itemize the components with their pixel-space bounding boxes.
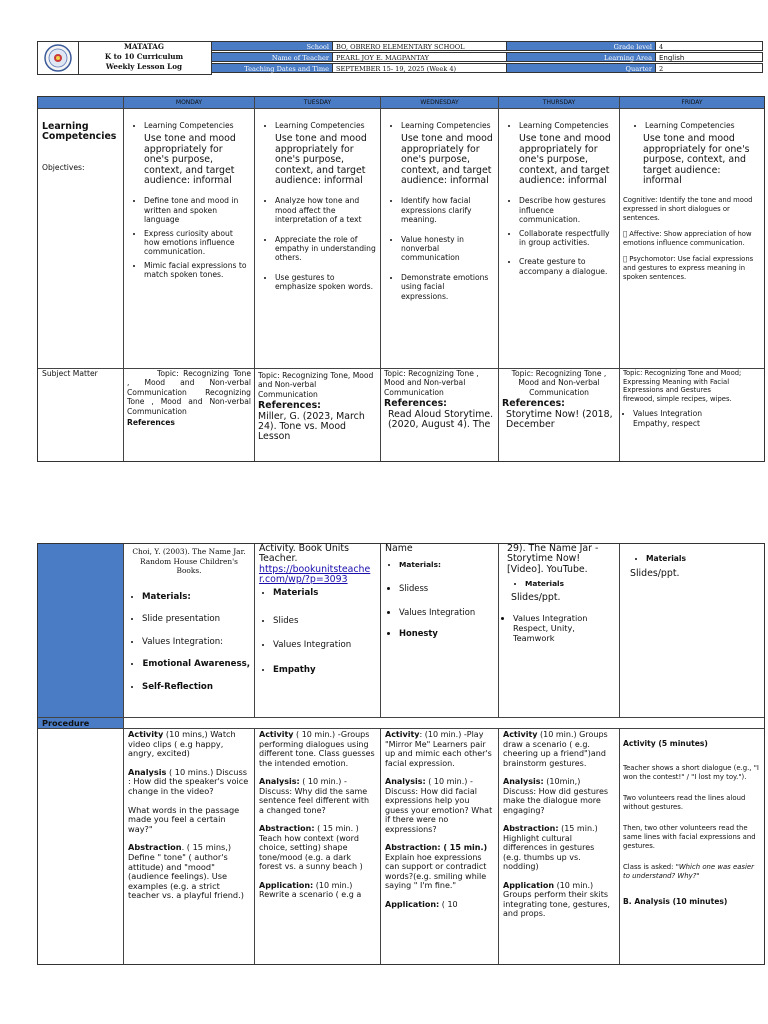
objective-item: • Define tone and mood in written and spoken language — [144, 196, 250, 224]
side-label-subject — [38, 369, 124, 461]
slides-text: Slides/ppt. — [630, 568, 680, 580]
step-text: (10 mins,) Watch video clips ( e.g happy, angry, excited) — [128, 729, 236, 759]
lesson-log-header — [37, 41, 763, 75]
friday-subject-cell — [620, 369, 764, 461]
step-heading: Activity — [385, 730, 420, 739]
subject-topic: Topic: Recognizing Tone , Mood and Non-verbal Communication — [384, 369, 479, 397]
day-header-wednesday: WEDNESDAY — [381, 97, 499, 109]
teacher-label: Name of Teacher — [212, 52, 333, 62]
objective-item: • Appreciate the role of empathy in understanding others. — [275, 235, 376, 263]
materials-label: • Materials: — [399, 560, 494, 570]
references-label: References: — [384, 398, 447, 410]
friday-procedure-cell — [620, 729, 764, 964]
procedure-paragraph: Two volunteers read the lines aloud without gestures. — [623, 794, 746, 811]
day-header-tuesday: TUESDAY — [255, 97, 381, 109]
subject-topic: Topic: Recognizing Tone , Mood and Non-verbal Communication Recognizing Tone , Mood and Non-verbal Communication — [127, 369, 251, 416]
step-heading: Abstraction: — [259, 824, 315, 833]
step-text: ( 10 — [439, 899, 458, 909]
material-item: • Values Integration — [273, 640, 376, 650]
objective-item: • Mimic facial expressions to match spoken tones. — [144, 261, 250, 280]
step-heading: Analysis: — [259, 777, 300, 786]
learning-area-label: Learning Area — [507, 52, 656, 62]
school-label: School — [212, 41, 333, 51]
materials-label: • Materials — [273, 588, 376, 598]
materials-label: • Materials — [646, 554, 760, 563]
side-label-blank — [38, 544, 124, 718]
step-text: (15 min.) Highlight cultural differences in gestures (e.g. thumbs up vs. nodding) — [503, 824, 598, 871]
reference-link[interactable]: https://bookunitsteacher.com/wp/?p=3093 — [259, 563, 371, 586]
reference-citation: Name — [385, 544, 413, 554]
step-text: ( 10 mins.) Discuss : How did the speaker's voice change in the video? — [128, 766, 249, 796]
thursday-subject-cell — [499, 369, 620, 461]
material-item: • Values Integration: — [142, 637, 250, 648]
title-line-2: K to 10 Curriculum — [104, 52, 184, 61]
slides-text: Slides/ppt. — [511, 591, 561, 603]
step-text: Explain hoe expressions can support or contradict words?(e.g. smiling while saying " I'm fine." — [385, 852, 487, 890]
step-heading: Analysis: — [503, 777, 544, 786]
step-heading: Abstraction: — [503, 824, 559, 833]
deped-seal-logo — [37, 41, 79, 75]
school-value: BO, OBRERO ELEMENTARY SCHOOL — [333, 41, 507, 51]
step-heading: Activity — [259, 730, 294, 739]
curriculum-title — [77, 41, 212, 75]
procedure-header-blank — [124, 718, 764, 729]
step-text: (10min,) Discuss: How did gestures make the dialogue more engaging? — [503, 777, 609, 815]
title-line-3: Weekly Lesson Log — [105, 62, 183, 71]
procedure-paragraph: Then, two other volunteers read the same lines with facial expressions and gestures. — [623, 824, 756, 850]
activity-heading: Activity (5 minutes) — [623, 739, 708, 748]
step-text: ( 15 min. ) Teach how context (word choice, setting) shape tone/mood (e.g. a dark forest vs. a sunny beach ) — [259, 824, 363, 871]
subject-references: Miller, G. (2023, March 24). Tone vs. Mood Lesson — [258, 410, 365, 443]
subject-references: Read Aloud Storytime. (2020, August 4). The — [388, 408, 494, 431]
step-heading: Application — [503, 880, 555, 890]
tuesday-materials-cell — [255, 544, 381, 718]
step-heading: Application: — [259, 880, 314, 890]
analysis-heading: B. Analysis (10 minutes) — [623, 897, 728, 906]
learning-competencies-label: Learning Competencies — [42, 121, 117, 143]
monday-objectives-cell — [124, 109, 255, 369]
material-item: • Slidess — [399, 583, 494, 593]
step-text: ( 10 min.) -Discuss: How did facial expressions help you guess your emotion? What if there were no expressions? — [385, 777, 493, 834]
lesson-table-top — [37, 96, 765, 462]
monday-materials-cell — [124, 544, 255, 718]
materials-label: • Materials — [525, 579, 615, 588]
subject-topic: Topic: Recognizing Tone , Mood and Non-verbal Communication — [511, 369, 607, 397]
thursday-materials-cell — [499, 544, 620, 718]
grade-level-label: Grade level — [507, 41, 656, 51]
objective-item: • Analyze how tone and mood affect the interpretation of a text — [275, 196, 376, 224]
day-header-monday: MONDAY — [124, 97, 255, 109]
question-text: "Which one was easier to understand? Why?" — [623, 863, 755, 880]
subject-references: Storytime Now! (2018, December — [506, 408, 613, 431]
step-heading: Analysis — [128, 766, 167, 777]
reference-citation: Choi, Y. (2003). The Name Jar. Random House Children's Books. — [132, 547, 246, 575]
dates-value: SEPTEMBER 15- 19, 2025 (Week 4) — [333, 63, 507, 73]
lc-text: Use tone and mood appropriately for one's purpose, context, and target audience: informal — [144, 133, 236, 187]
step-text: What words in the passage made you feel a certain way?" — [128, 804, 240, 834]
corner-cell — [38, 97, 124, 109]
procedure-label: Procedure — [38, 718, 124, 729]
objective-item: • Create gesture to accompany a dialogue. — [519, 257, 615, 276]
monday-procedure-cell — [124, 729, 255, 964]
monday-subject-cell — [124, 369, 255, 461]
lc-bullet: • Learning Competencies — [275, 121, 376, 130]
tuesday-procedure-cell — [255, 729, 381, 964]
title-line-1: MATATAG — [124, 42, 164, 51]
values-integration-label: • Values Integration — [633, 409, 761, 418]
step-text: ( 10 min.) -Groups performing dialogues using different tone. Class guesses the intended emotion. — [259, 730, 375, 768]
lc-bullet: • Learning Competencies — [645, 121, 761, 130]
value-item: • Honesty — [399, 628, 494, 638]
step-text: (10 min.) Groups perform their skits integrating tone, gestures, and props. — [503, 880, 610, 918]
grade-level-value: 4 — [656, 41, 763, 51]
lc-text: Use tone and mood appropriately for one's purpose, context, and target audience: informal — [275, 133, 367, 187]
references-label: References: — [258, 400, 321, 412]
value-item: • Self-Reflection — [142, 682, 250, 693]
subject-matter-label: Subject Matter — [42, 369, 98, 378]
step-heading: Analysis: — [385, 777, 426, 786]
values-integration-text: Empathy, respect — [633, 418, 701, 428]
subject-topic: Topic: Recognizing Tone, Mood and Non-verbal Communication — [258, 371, 374, 399]
objective-item: • Identify how facial expressions clarify meaning. — [401, 196, 494, 224]
procedure-side-blank — [38, 729, 124, 964]
step-heading: Application: — [385, 899, 440, 909]
lc-bullet: • Learning Competencies — [519, 121, 615, 130]
value-item: • Emotional Awareness, — [142, 659, 250, 670]
dates-label: Teaching Dates and Time — [212, 63, 333, 73]
objective-item: • Describe how gestures influence communication. — [519, 196, 615, 224]
wednesday-objectives-cell — [381, 109, 499, 369]
procedure-paragraph: Teacher shows a short dialogue (e.g., "I won the contest!" / "I lost my toy."). — [623, 764, 759, 781]
day-header-friday: FRIDAY — [620, 97, 764, 109]
lc-text: Use tone and mood appropriately for one's purpose, context, and target audience: informal — [519, 133, 611, 187]
friday-objectives-cell — [620, 109, 764, 369]
wednesday-materials-cell — [381, 544, 499, 718]
step-text: (10 min.) Rewrite a scenario ( e.g a — [259, 880, 362, 899]
tuesday-objectives-cell — [255, 109, 381, 369]
reference-citation: Activity. Book Units Teacher. — [259, 544, 349, 565]
lc-bullet: • Learning Competencies — [144, 121, 250, 130]
references-label: References: — [502, 398, 565, 410]
day-header-thursday: THURSDAY — [499, 97, 620, 109]
step-text: . ( 15 mins,) Define " tone" ( author's attitude) and "mood" (audience feelings). Use examples (e.g. a strict teacher vs. a playful friend.) — [128, 842, 244, 901]
materials-label: • Materials: — [142, 592, 250, 603]
friday-materials-cell — [620, 544, 764, 718]
objective-affective: Affective: Show appreciation of how emotions influence communication. — [623, 230, 746, 247]
subject-materials: firewood, simple recipes, wipes. — [623, 394, 732, 403]
side-label-lc — [38, 109, 124, 369]
objective-item: • Collaborate respectfully in group activities. — [519, 229, 615, 248]
material-item: • Values Integration — [399, 607, 494, 617]
step-heading: Activity — [128, 729, 164, 739]
lesson-table-bottom — [37, 543, 765, 965]
subject-references: References — [127, 418, 175, 428]
learning-area-value: English — [656, 52, 763, 62]
step-heading: Activity — [503, 730, 538, 739]
material-item: • Slide presentation — [142, 614, 250, 625]
objective-cognitive: Cognitive: Identify the tone and mood expressed in short dialogues or sentences. — [623, 196, 753, 222]
lc-text: Use tone and mood appropriately for one's purpose, context, and target audience: informal — [643, 133, 750, 187]
tuesday-subject-cell — [255, 369, 381, 461]
step-text: : (10 min.) -Play "Mirror Me" Learners pair up and mimic each other's facial expression. — [385, 730, 492, 768]
values-integration-text: • Values Integration Respect, Unity, Teamwork — [513, 613, 615, 643]
question-lead: Class is asked: — [623, 863, 676, 871]
objective-item: • Use gestures to emphasize spoken words. — [275, 273, 376, 292]
step-text: (10 min.) Groups draw a scenario ( e.g. cheering up a friend")and brainstorm gestures. — [503, 730, 608, 768]
step-text: ( 10 min.) -Discuss: Why did the same sentence feel different with a changed tone? — [259, 777, 370, 815]
objective-item: • Demonstrate emotions using facial expressions. — [401, 273, 494, 301]
objective-psychomotor: Psychomotor: Use facial expressions and gestures to express meaning in spoken sentences. — [623, 255, 747, 281]
lc-text: Use tone and mood appropriately for one's purpose, context, and target audience: informal — [401, 133, 493, 187]
step-heading: Abstraction — [128, 842, 182, 853]
objective-item: • Value honesty in nonverbal communication — [401, 235, 494, 263]
thursday-objectives-cell — [499, 109, 620, 369]
teacher-value: PEARL JOY E. MAGPANTAY — [333, 52, 507, 62]
step-heading: Abstraction: ( 15 min.) — [385, 843, 488, 852]
reference-citation: 29). The Name Jar - Storytime Now! [Video]. YouTube. — [507, 544, 599, 575]
material-item: • Slides — [273, 616, 376, 626]
lc-bullet: • Learning Competencies — [401, 121, 494, 130]
objective-item: • Express curiosity about how emotions influence communication. — [144, 229, 250, 257]
quarter-label: Quarter — [507, 63, 656, 73]
objectives-label: Objectives: — [42, 162, 85, 172]
value-item: • Empathy — [273, 665, 376, 675]
quarter-value: 2 — [656, 63, 763, 73]
subject-topic: Topic: Recognizing Tone and Mood; Expressing Meaning with Facial Expressions and Gestures — [623, 369, 742, 395]
thursday-procedure-cell — [499, 729, 620, 964]
wednesday-procedure-cell — [381, 729, 499, 964]
wednesday-subject-cell — [381, 369, 499, 461]
